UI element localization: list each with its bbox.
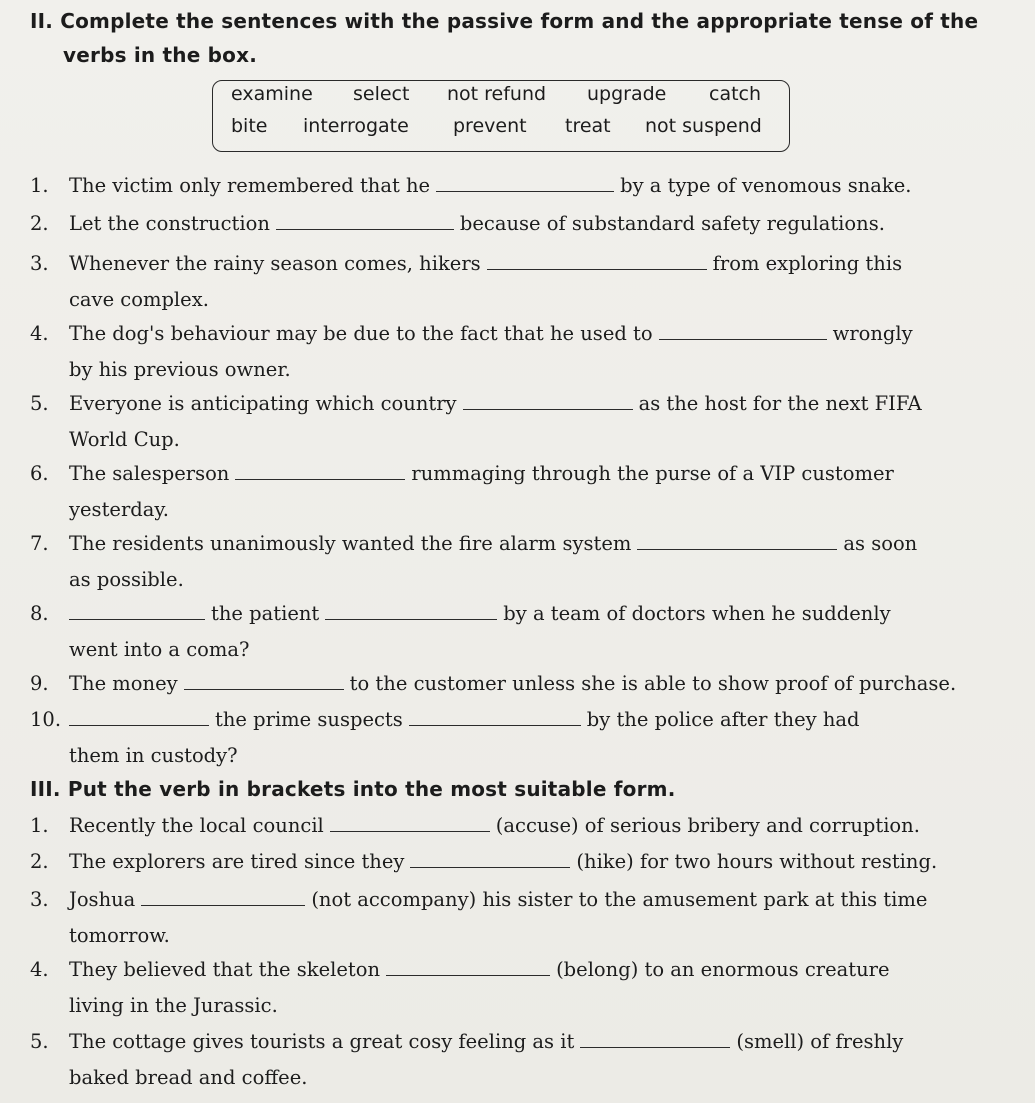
- exercise-3-item-3: 3. Joshua (not accompany) his sister to the amusement park at this time tomorrow.: [30, 888, 928, 947]
- verb-box-word: not suspend: [645, 115, 762, 137]
- answer-blank[interactable]: [184, 673, 344, 690]
- verb-box-word: examine: [231, 83, 313, 105]
- verb-box-word: prevent: [453, 115, 527, 137]
- answer-blank[interactable]: [235, 463, 405, 480]
- exercise-3-item-1: 1. Recently the local council (accuse) of serious bribery and corruption.: [30, 814, 920, 837]
- answer-blank[interactable]: [330, 815, 490, 832]
- verb-box-word: not refund: [447, 83, 547, 105]
- verb-box-word: treat: [565, 115, 611, 137]
- exercise-3-item-4: 4. They believed that the skeleton (belong) to an enormous creature living in the Jurassic.: [30, 958, 890, 1017]
- answer-blank[interactable]: [69, 603, 205, 620]
- exercise-2-item-9: 9. The money to the customer unless she is able to show proof of purchase.: [30, 672, 957, 695]
- verb-box-word: catch: [709, 83, 762, 105]
- section-3-heading: III. Put the verb in brackets into the most suitable form.: [30, 777, 676, 801]
- answer-blank[interactable]: [463, 393, 633, 410]
- verb-box-word: interrogate: [303, 115, 409, 137]
- answer-blank[interactable]: [487, 253, 707, 270]
- answer-blank[interactable]: [276, 213, 454, 230]
- answer-blank[interactable]: [325, 603, 497, 620]
- answer-blank[interactable]: [637, 533, 837, 550]
- answer-blank[interactable]: [436, 175, 614, 192]
- verb-box-row-1: [213, 83, 789, 113]
- section-2-heading-line-1: II. Complete the sentences with the passive form and the appropriate tense of the: [30, 9, 979, 33]
- exercise-3-item-2: 2. The explorers are tired since they (hike) for two hours without resting.: [30, 850, 938, 873]
- exercise-3-item-5: 5. The cottage gives tourists a great cosy feeling as it (smell) of freshly baked bread and coffee.: [30, 1030, 904, 1089]
- verb-box: [212, 80, 790, 152]
- answer-blank[interactable]: [410, 851, 570, 868]
- answer-blank[interactable]: [386, 959, 550, 976]
- section-2-heading: [30, 4, 995, 72]
- exercise-2-item-6: 6. The salesperson rummaging through the purse of a VIP customer yesterday.: [30, 462, 894, 521]
- exercise-2-item-8: 8. the patient by a team of doctors when he suddenly went into a coma?: [30, 602, 891, 661]
- verb-box-row-2: [213, 115, 789, 145]
- exercise-2-item-2: 2. Let the construction because of substandard safety regulations.: [30, 212, 885, 235]
- answer-blank[interactable]: [69, 709, 209, 726]
- verb-box-word: select: [353, 83, 410, 105]
- answer-blank[interactable]: [141, 889, 305, 906]
- exercise-2-item-7: 7. The residents unanimously wanted the fire alarm system as soon as possible.: [30, 532, 918, 591]
- answer-blank[interactable]: [409, 709, 581, 726]
- section-2-heading-line-2: verbs in the box.: [63, 43, 257, 67]
- exercise-2-item-5: 5. Everyone is anticipating which country as the host for the next FIFA World Cup.: [30, 392, 922, 451]
- exercise-2-item-10: 10. the prime suspects by the police after they had them in custody?: [30, 708, 860, 767]
- exercise-2-item-1: 1. The victim only remembered that he by a type of venomous snake.: [30, 174, 912, 197]
- answer-blank[interactable]: [580, 1031, 730, 1048]
- verb-box-word: upgrade: [587, 83, 667, 105]
- exercise-2-item-4: 4. The dog's behaviour may be due to the fact that he used to wrongly by his previous owner.: [30, 322, 913, 381]
- exercise-2-item-3: 3. Whenever the rainy season comes, hikers from exploring this cave complex.: [30, 252, 903, 311]
- answer-blank[interactable]: [659, 323, 827, 340]
- verb-box-word: bite: [231, 115, 268, 137]
